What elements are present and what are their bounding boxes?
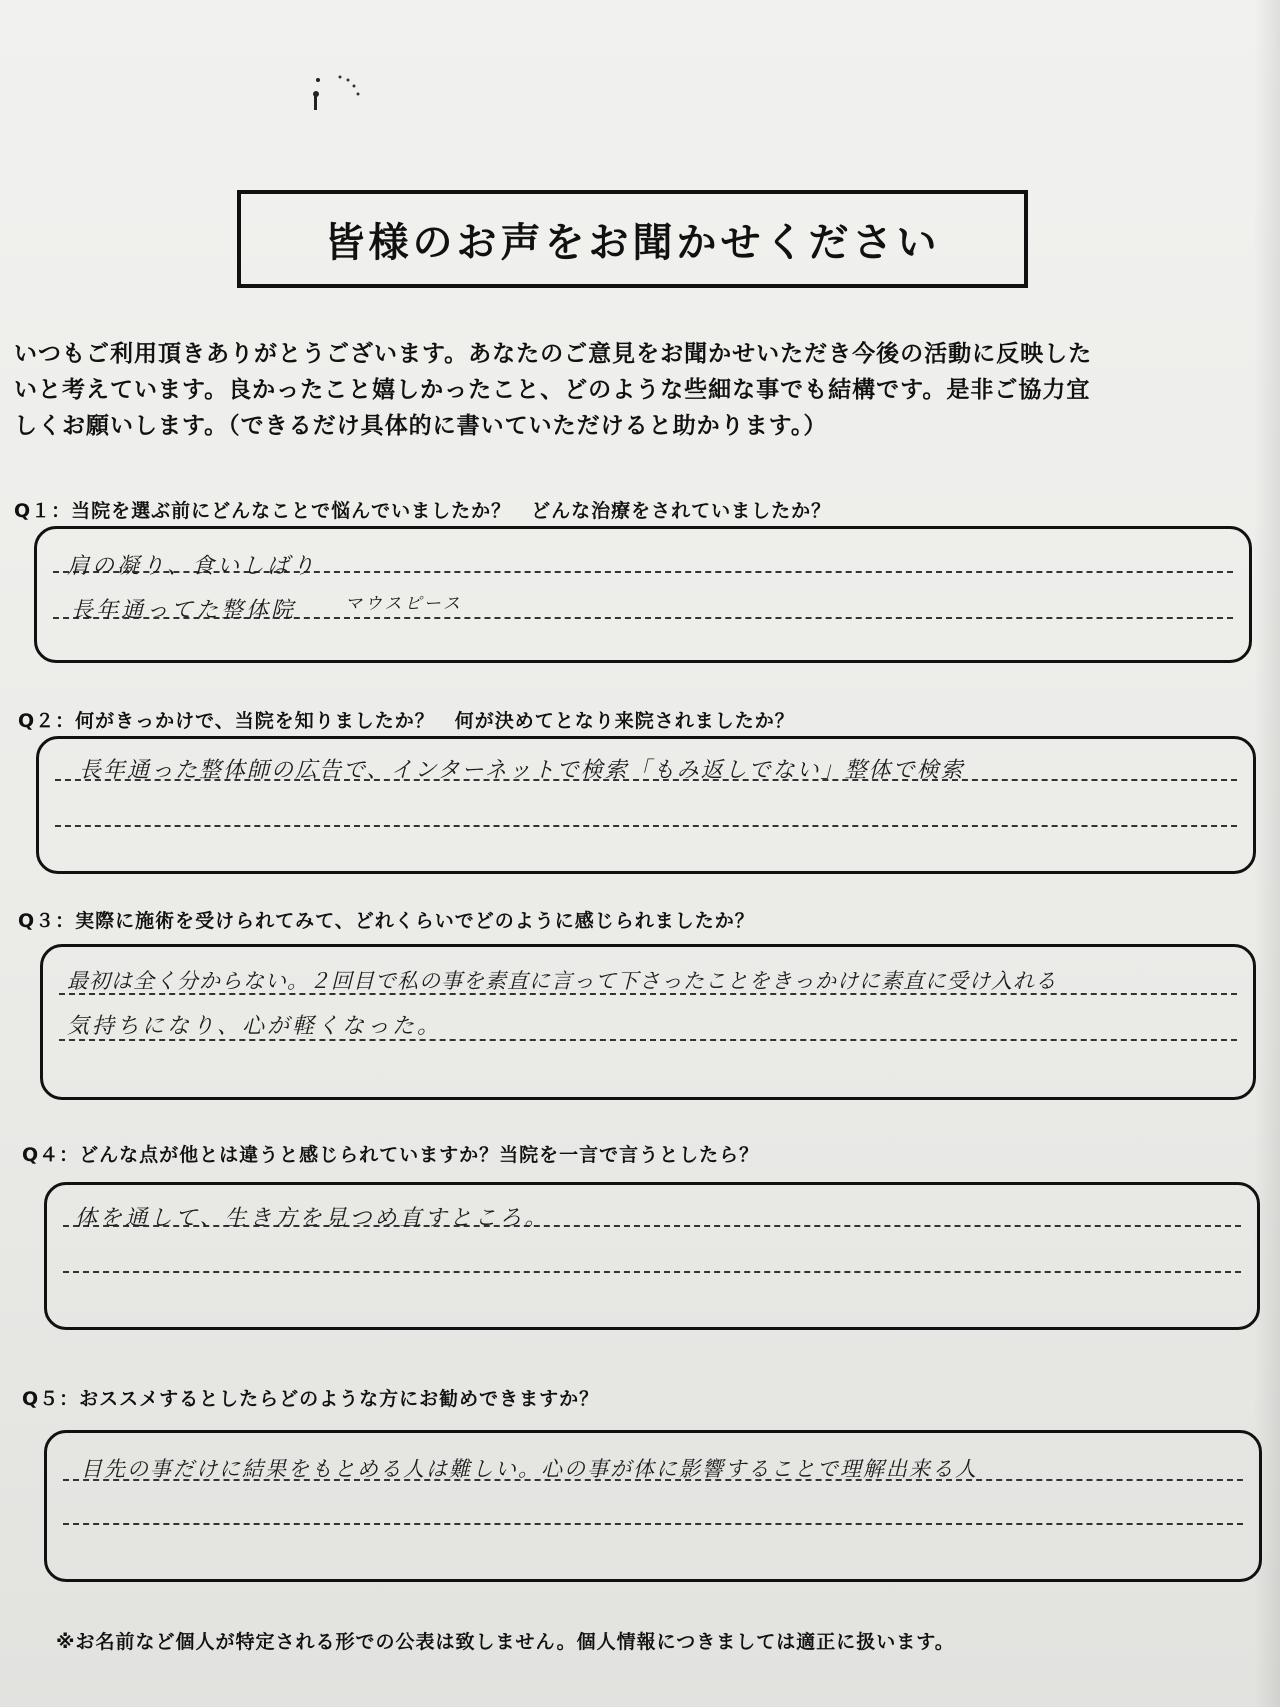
answer-line (63, 1523, 1243, 1525)
q5-answer-line-1: 目先の事だけに結果をもとめる人は難しい。心の事が体に影響することで理解出来る人 (81, 1457, 978, 1481)
intro-line: いと考えています。良かったこと嬉しかったこと、どのような些細な事でも結構です。是非ご協力宜 (14, 377, 1091, 403)
q1-answer-note: マウスピース (345, 594, 463, 614)
q3-label: Q３：実際に施術を受けられてみて、どれくらいでどのように感じられましたか？ (18, 910, 755, 932)
q5-answer-box[interactable] (44, 1430, 1262, 1582)
q2-answer-box[interactable] (36, 736, 1256, 874)
answer-line (55, 825, 1237, 827)
answer-line (63, 1271, 1241, 1273)
q1-answer-line-2: 長年通ってた整体院 (71, 598, 297, 623)
q4-label: Q４：どんな点が他とは違うと感じられていますか？当院を一言で言うとしたら？ (22, 1144, 760, 1166)
intro-line: いつもご利用頂きありがとうございます。あなたのご意見をお聞かせいただき今後の活動に反映した (14, 341, 1093, 367)
privacy-note: ※お名前など個人が特定される形での公表は致しません。個人情報につきましては適正に扱います。 (56, 1631, 955, 1653)
q3-answer-box[interactable] (40, 944, 1256, 1100)
q1-label: Q１：当院を選ぶ前にどんなことで悩んでいましたか？ どんな治療をされていましたか？ (14, 500, 832, 522)
intro-text (14, 336, 1276, 444)
q4-answer-line-1: 体を通して、生き方を見つめ直すところ。 (75, 1206, 550, 1231)
title-box (237, 190, 1028, 288)
q3-answer-line-2: 気持ちになり、心が軽くなった。 (67, 1014, 443, 1039)
q2-label: Q２：何がきっかけで、当院を知りましたか？ 何が決めてとなり来院されましたか？ (18, 710, 795, 732)
q4-answer-box[interactable] (44, 1182, 1260, 1330)
q1-answer-box[interactable] (34, 526, 1252, 663)
q3-answer-line-1: 最初は全く分からない。２回目で私の事を素直に言って下さったことをきっかけに素直に受け入れる (67, 969, 1057, 993)
q2-answer-line-1: 長年通った整体師の広告で、インターネットで検索「もみ返しでない」整体で検索 (79, 758, 965, 783)
q5-label: Q５：おススメするとしたらどのような方にお勧めできますか？ (22, 1388, 600, 1410)
paper-specks (310, 72, 370, 122)
q1-answer-line-1: 肩の凝り、食いしばり (67, 554, 318, 579)
intro-line: しくお願いします。（できるだけ具体的に書いていただけると助かります。） (14, 413, 828, 439)
page-title: 皆様のお声をお聞かせください (324, 219, 941, 266)
